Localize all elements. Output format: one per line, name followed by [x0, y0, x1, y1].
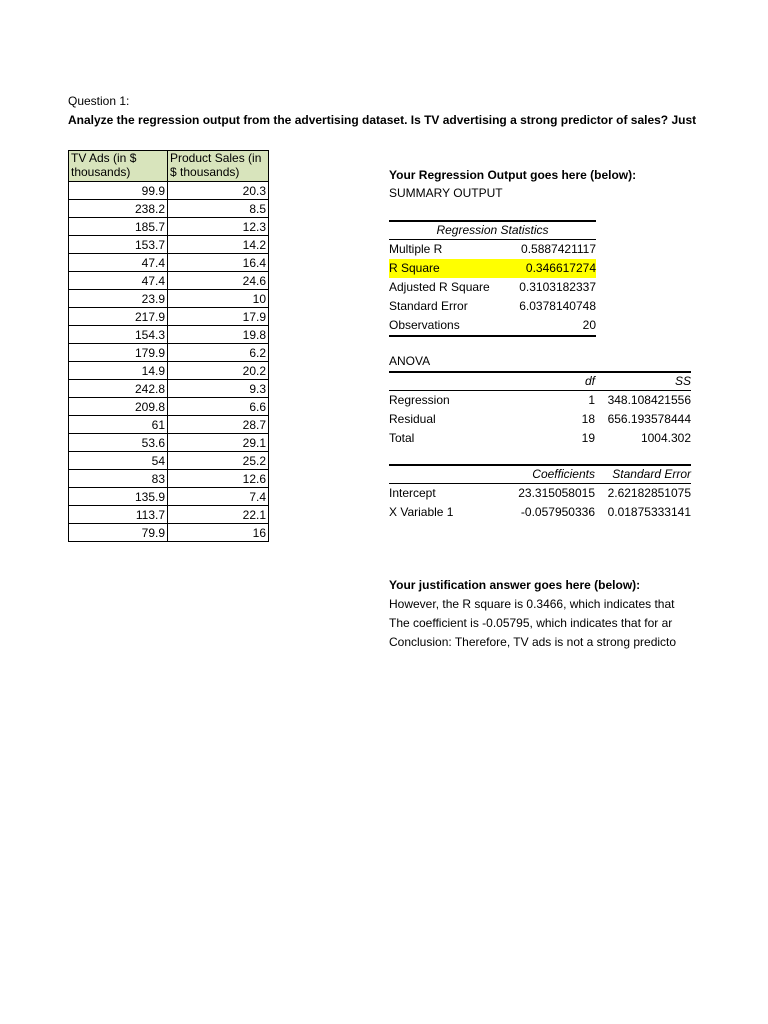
anova-row-label: Residual [389, 412, 436, 426]
tv-ads-cell[interactable]: 209.8 [69, 398, 168, 416]
stat-value: 6.0378140748 [519, 299, 596, 313]
stat-row[interactable] [389, 240, 596, 259]
tv-ads-cell[interactable]: 61 [69, 416, 168, 434]
product-sales-cell[interactable]: 20.2 [168, 362, 269, 380]
tv-ads-cell[interactable]: 23.9 [69, 290, 168, 308]
table-row [69, 218, 269, 236]
regression-statistics-table [389, 220, 596, 337]
tv-ads-cell[interactable]: 99.9 [69, 182, 168, 200]
anova-row-label: Total [389, 431, 415, 445]
table-row [69, 380, 269, 398]
coefficients-header: Coefficients [532, 467, 595, 481]
anova-df: 18 [581, 412, 595, 426]
product-sales-cell[interactable]: 17.9 [168, 308, 269, 326]
tv-ads-cell[interactable]: 135.9 [69, 488, 168, 506]
stat-row[interactable] [389, 297, 596, 316]
table-row [69, 398, 269, 416]
table-row [69, 362, 269, 380]
product-sales-cell[interactable]: 24.6 [168, 272, 269, 290]
tv-ads-cell[interactable]: 238.2 [69, 200, 168, 218]
table-row [69, 344, 269, 362]
summary-output-label: SUMMARY OUTPUT [389, 186, 503, 200]
coefficient-row[interactable] [389, 503, 691, 522]
anova-header-df: df [584, 374, 595, 388]
anova-ss: 656.193578444 [607, 412, 691, 426]
anova-row[interactable] [389, 410, 691, 429]
tv-ads-cell[interactable]: 242.8 [69, 380, 168, 398]
stat-value: 20 [582, 318, 596, 332]
table-row [69, 434, 269, 452]
table-row [69, 326, 269, 344]
tv-ads-cell[interactable]: 179.9 [69, 344, 168, 362]
product-sales-cell[interactable]: 8.5 [168, 200, 269, 218]
stat-label: Standard Error [389, 299, 468, 313]
stat-row[interactable] [389, 278, 596, 297]
table-row [69, 452, 269, 470]
tv-ads-cell[interactable]: 47.4 [69, 272, 168, 290]
tv-ads-cell[interactable]: 113.7 [69, 506, 168, 524]
justification-line[interactable]: The coefficient is -0.05795, which indicates that for ar [389, 616, 673, 630]
table-row [69, 506, 269, 524]
coefficients-table [389, 464, 691, 522]
tv-ads-cell[interactable]: 185.7 [69, 218, 168, 236]
product-sales-cell[interactable]: 20.3 [168, 182, 269, 200]
tv-ads-cell[interactable]: 53.6 [69, 434, 168, 452]
stat-value: 0.3103182337 [519, 280, 596, 294]
anova-row[interactable] [389, 429, 691, 448]
product-sales-cell[interactable]: 22.1 [168, 506, 269, 524]
tv-ads-cell[interactable]: 217.9 [69, 308, 168, 326]
product-sales-cell[interactable]: 12.3 [168, 218, 269, 236]
product-sales-cell[interactable]: 19.8 [168, 326, 269, 344]
table-row [69, 308, 269, 326]
stat-value: 0.346617274 [525, 261, 596, 275]
anova-table [389, 371, 691, 448]
stat-row-highlighted[interactable] [389, 259, 596, 278]
tv-ads-cell[interactable]: 153.7 [69, 236, 168, 254]
regression-statistics-header: Regression Statistics [389, 220, 596, 240]
stat-label: Multiple R [389, 242, 443, 256]
anova-header-ss: SS [674, 374, 691, 388]
tv-ads-cell[interactable]: 54 [69, 452, 168, 470]
table-row [69, 470, 269, 488]
standard-error-value: 2.62182851075 [607, 486, 691, 500]
stat-row[interactable] [389, 316, 596, 337]
product-sales-cell[interactable]: 28.7 [168, 416, 269, 434]
tv-ads-cell[interactable]: 14.9 [69, 362, 168, 380]
regression-output-title: Your Regression Output goes here (below): [389, 168, 637, 182]
coefficient-row[interactable] [389, 484, 691, 503]
tv-ads-cell[interactable]: 83 [69, 470, 168, 488]
stat-label: R Square [389, 261, 440, 275]
anova-row-label: Regression [389, 393, 450, 407]
advertising-data-table [68, 150, 269, 542]
table-row [69, 416, 269, 434]
table-row [69, 524, 269, 542]
table-row [69, 488, 269, 506]
stat-label: Adjusted R Square [389, 280, 490, 294]
product-sales-cell[interactable]: 12.6 [168, 470, 269, 488]
table-row [69, 200, 269, 218]
coefficient-label: Intercept [389, 486, 436, 500]
tv-ads-cell[interactable]: 47.4 [69, 254, 168, 272]
product-sales-cell[interactable]: 7.4 [168, 488, 269, 506]
anova-header-row [389, 371, 691, 391]
justification-title: Your justification answer goes here (below): [389, 578, 641, 592]
standard-error-header: Standard Error [612, 467, 691, 481]
product-sales-cell[interactable]: 14.2 [168, 236, 269, 254]
coefficient-label: X Variable 1 [389, 505, 454, 519]
table-row [69, 236, 269, 254]
coefficients-header-row [389, 464, 691, 484]
question-label: Question 1: [68, 94, 130, 108]
table-row [69, 182, 269, 200]
product-sales-cell[interactable]: 25.2 [168, 452, 269, 470]
anova-ss: 1004.302 [640, 431, 691, 445]
question-text: Analyze the regression output from the advertising dataset. Is TV advertising a strong predictor of sales? Just [68, 113, 697, 127]
product-sales-cell[interactable]: 29.1 [168, 434, 269, 452]
stat-label: Observations [389, 318, 460, 332]
anova-df: 19 [581, 431, 595, 445]
anova-df: 1 [588, 393, 595, 407]
anova-ss: 348.108421556 [607, 393, 691, 407]
product-sales-cell[interactable]: 9.3 [168, 380, 269, 398]
product-sales-cell[interactable]: 10 [168, 290, 269, 308]
anova-title: ANOVA [389, 354, 431, 368]
product-sales-cell[interactable]: 16.4 [168, 254, 269, 272]
header-tv-ads[interactable]: TV Ads (in $ thousands) [69, 151, 168, 182]
product-sales-cell[interactable]: 6.2 [168, 344, 269, 362]
justification-line[interactable]: However, the R square is 0.3466, which indicates that [389, 597, 675, 611]
table-row [69, 290, 269, 308]
product-sales-cell[interactable]: 16 [168, 524, 269, 542]
tv-ads-cell[interactable]: 154.3 [69, 326, 168, 344]
table-row [69, 272, 269, 290]
header-product-sales[interactable]: Product Sales (in $ thousands) [168, 151, 269, 182]
coefficient-value: 23.315058015 [518, 486, 595, 500]
tv-ads-cell[interactable]: 79.9 [69, 524, 168, 542]
table-row [69, 254, 269, 272]
product-sales-cell[interactable]: 6.6 [168, 398, 269, 416]
justification-line[interactable]: Conclusion: Therefore, TV ads is not a strong predicto [389, 635, 677, 649]
standard-error-value: 0.01875333141 [607, 505, 691, 519]
coefficient-value: -0.057950336 [520, 505, 595, 519]
stat-value: 0.5887421117 [521, 242, 596, 256]
anova-row[interactable] [389, 391, 691, 410]
